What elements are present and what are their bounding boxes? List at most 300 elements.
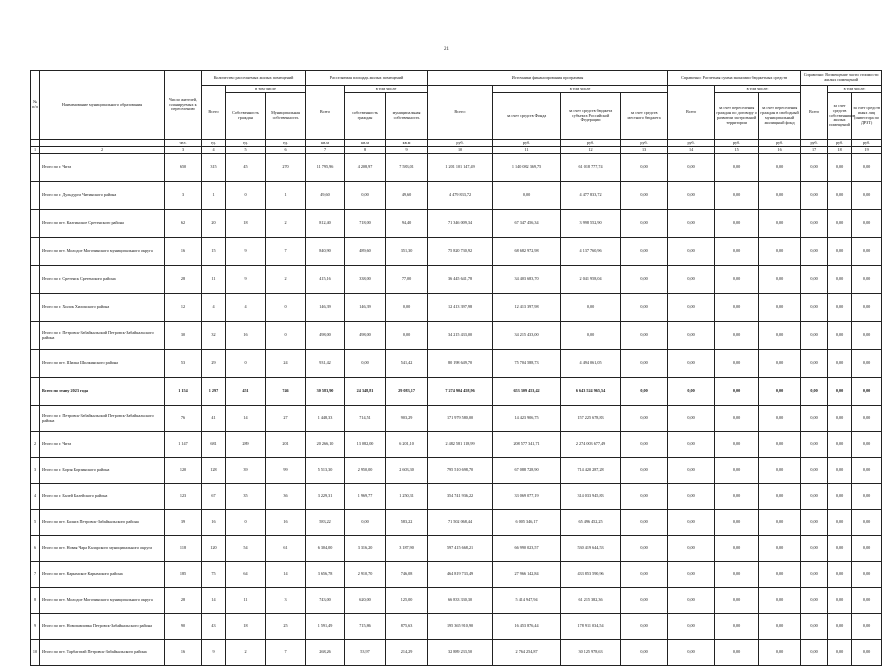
value-cell: 14	[226, 406, 266, 432]
value-cell: 0,00	[715, 182, 759, 210]
value-cell: 4 479 833,72	[428, 182, 493, 210]
value-cell: 16	[266, 510, 306, 536]
header-cost-incl: в том числе:	[828, 86, 882, 93]
row-number-cell	[31, 210, 40, 238]
value-cell: 9	[202, 640, 226, 666]
municipality-name-cell: Итого по пгт. Баляга Петровск-Забайкальского района	[40, 510, 165, 536]
table-row	[31, 154, 882, 182]
unit-cell: руб.	[715, 140, 759, 147]
value-cell: 0,00	[621, 210, 668, 238]
value-cell: 16	[202, 510, 226, 536]
value-cell: 0,00	[715, 640, 759, 666]
value-cell: 2 041 958,04	[561, 266, 621, 294]
value-cell: 75 820 730,92	[428, 238, 493, 266]
header-municipal: Муниципальная собственность	[266, 93, 306, 140]
value-cell: 0,00	[621, 378, 668, 406]
value-cell: 0,00	[386, 294, 428, 322]
value-cell: 30	[165, 322, 202, 350]
value-cell: 0,00	[801, 562, 828, 588]
value-cell: 0,00	[852, 266, 882, 294]
value-cell: 0,00	[852, 210, 882, 238]
unit-cell: руб.	[428, 140, 493, 147]
table-row	[31, 182, 882, 210]
row-number-cell: 2	[31, 432, 40, 458]
value-cell: 0	[226, 350, 266, 378]
total-row	[31, 378, 882, 406]
value-cell: 433 853 590,96	[561, 562, 621, 588]
municipality-name-cell: Итого по пгт. Новопавловка Петровск-Забайкальского района	[40, 614, 165, 640]
row-number-cell: 9	[31, 614, 40, 640]
value-cell: 0,00	[715, 406, 759, 432]
value-cell: 2	[226, 640, 266, 666]
value-cell: 0,00	[668, 614, 715, 640]
value-cell: 875,63	[386, 614, 428, 640]
value-cell: 71 346 009,34	[428, 210, 493, 238]
value-cell: 128	[202, 458, 226, 484]
value-cell: 1 591,49	[306, 614, 345, 640]
value-cell: 314 033 945,83	[561, 484, 621, 510]
value-cell: 0,00	[852, 378, 882, 406]
value-cell: 0,00	[668, 154, 715, 182]
value-cell: 0,00	[715, 238, 759, 266]
value-cell: 0,00	[759, 588, 801, 614]
header-no: № п/п	[31, 71, 40, 140]
value-cell: 4	[202, 294, 226, 322]
value-cell: 530 419 644,53	[561, 536, 621, 562]
value-cell: 0,00	[828, 378, 852, 406]
value-cell: 27	[266, 406, 306, 432]
value-cell: 0,00	[668, 562, 715, 588]
value-cell: 5 513,30	[306, 458, 345, 484]
value-cell: 4 208,97	[345, 154, 386, 182]
row-number-cell: 7	[31, 562, 40, 588]
header-funding-group: Источники финансирования программы	[428, 71, 668, 86]
value-cell: 25	[266, 614, 306, 640]
value-cell: 0,00	[852, 154, 882, 182]
value-cell: 18	[226, 614, 266, 640]
value-cell: 0,00	[621, 350, 668, 378]
header-savings-total: Всего	[668, 86, 715, 140]
column-number-cell: 1	[31, 147, 40, 154]
value-cell: 0,00	[759, 640, 801, 666]
unit-cell: ед.	[202, 140, 226, 147]
value-cell: 0,00	[852, 432, 882, 458]
value-cell: 0,00	[668, 588, 715, 614]
value-cell: 0,00	[621, 154, 668, 182]
header-area-municipal: муниципальная собственность	[386, 93, 428, 140]
table-row	[31, 350, 882, 378]
value-cell: 0,00	[386, 322, 428, 350]
value-cell: 6 201,10	[386, 432, 428, 458]
municipality-name-cell: Итого по г. Балей Балейского района	[40, 484, 165, 510]
value-cell: 185	[165, 562, 202, 588]
value-cell: 0,00	[828, 238, 852, 266]
value-cell: 583,22	[306, 510, 345, 536]
value-cell: 0,00	[828, 588, 852, 614]
value-cell: 0,00	[801, 210, 828, 238]
value-cell: 746,08	[386, 562, 428, 588]
value-cell: 0,00	[621, 238, 668, 266]
value-cell: 0,00	[759, 510, 801, 536]
value-cell: 0,00	[801, 510, 828, 536]
value-cell: 0,00	[828, 406, 852, 432]
row-number-cell: 5	[31, 510, 40, 536]
municipality-name-cell: Итого по пгт. Новая Чара Каларского муниципального округа	[40, 536, 165, 562]
row-number-cell	[31, 406, 40, 432]
value-cell: 120	[165, 458, 202, 484]
value-cell: 34 215 433,00	[428, 322, 493, 350]
value-cell: 0,00	[828, 432, 852, 458]
value-cell: 80 198 649,70	[428, 350, 493, 378]
table-row	[31, 458, 882, 484]
value-cell: 178 911 034,54	[561, 614, 621, 640]
column-number-cell: 6	[266, 147, 306, 154]
value-cell: 0,00	[801, 322, 828, 350]
value-cell: 7 274 904 458,96	[428, 378, 493, 406]
value-cell: 28	[165, 588, 202, 614]
column-numbers-row	[31, 147, 882, 154]
unit-cell-empty	[40, 140, 165, 147]
value-cell: 0	[226, 182, 266, 210]
municipality-name-cell: Итого по пгт. Молодое Могочинского муниципального округа	[40, 588, 165, 614]
value-cell: 746	[266, 378, 306, 406]
value-cell: 351,30	[386, 238, 428, 266]
value-cell: 7 583,01	[386, 154, 428, 182]
row-number-cell	[31, 378, 40, 406]
value-cell: 7	[266, 238, 306, 266]
value-cell: 3	[165, 182, 202, 210]
value-cell: 1 448,33	[306, 406, 345, 432]
header-savings-incl: в том числе:	[715, 86, 801, 93]
column-number-cell: 14	[668, 147, 715, 154]
value-cell: 53,97	[345, 640, 386, 666]
value-cell: 0,00	[715, 378, 759, 406]
value-cell: 0,00	[715, 588, 759, 614]
unit-cell: руб.	[493, 140, 561, 147]
value-cell: 0,00	[561, 322, 621, 350]
value-cell: 2 910,70	[345, 562, 386, 588]
value-cell: 0,00	[621, 406, 668, 432]
value-cell: 27 966 142,84	[493, 562, 561, 588]
value-cell: 0,00	[715, 458, 759, 484]
value-cell: 71 502 068,44	[428, 510, 493, 536]
units-row-group	[31, 140, 882, 147]
value-cell: 36	[266, 484, 306, 510]
value-cell: 0,00	[715, 432, 759, 458]
value-cell: 49,60	[306, 182, 345, 210]
municipality-name-cell: Итого по г. Борзя Борзинского района	[40, 458, 165, 484]
value-cell: 12	[165, 294, 202, 322]
header-premises-incl: в том числе	[226, 86, 306, 93]
value-cell: 0,00	[828, 266, 852, 294]
value-cell: 20 266,10	[306, 432, 345, 458]
header-local-budget: за счет средств местного бюджета	[621, 93, 668, 140]
value-cell: 29 083,17	[386, 378, 428, 406]
header-area-incl: в том числе	[345, 86, 428, 93]
value-cell: 171 979 580,00	[428, 406, 493, 432]
value-cell: 9	[226, 266, 266, 294]
header-private: Собственность граждан	[226, 93, 266, 140]
value-cell: 903,29	[386, 406, 428, 432]
value-cell: 16	[226, 322, 266, 350]
value-cell: 30 125 978,63	[561, 640, 621, 666]
value-cell: 0,00	[759, 536, 801, 562]
value-cell: 16	[165, 238, 202, 266]
municipality-name-cell: Итого по пгт. Карымское Карымского района	[40, 562, 165, 588]
value-cell: 66 990 023,57	[493, 536, 561, 562]
value-cell: 18	[226, 210, 266, 238]
value-cell: 0,00	[759, 406, 801, 432]
column-number-cell: 2	[40, 147, 165, 154]
value-cell: 49,60	[386, 182, 428, 210]
column-number-cell: 7	[306, 147, 345, 154]
value-cell: 3 187,90	[386, 536, 428, 562]
column-number-cell: 11	[493, 147, 561, 154]
table-row	[31, 536, 882, 562]
header-premises-total: Всего	[202, 86, 226, 140]
value-cell: 0,00	[668, 210, 715, 238]
value-cell: 4 137 760,96	[561, 238, 621, 266]
value-cell: 795 510 698,70	[428, 458, 493, 484]
value-cell: 2 482 581 118,99	[428, 432, 493, 458]
page-number: 21	[444, 47, 449, 52]
header-municipality: Наименование муниципального образования	[40, 71, 165, 140]
value-cell: 840,90	[306, 238, 345, 266]
value-cell: 0,00	[852, 614, 882, 640]
value-cell: 0,00	[668, 510, 715, 536]
column-number-cell: 13	[621, 147, 668, 154]
value-cell: 0,00	[668, 458, 715, 484]
header-area-group: Расселяемая площадь жилых помещений	[306, 71, 428, 86]
value-cell: 0,00	[759, 238, 801, 266]
value-cell: 15	[202, 238, 226, 266]
unit-cell: кв.м	[386, 140, 428, 147]
value-cell: 0,00	[801, 432, 828, 458]
value-cell: 3 229,31	[306, 484, 345, 510]
value-cell: 1 297	[202, 378, 226, 406]
header-other-funds: за счет средств иных лиц (инвестора по ДРЗТ)	[852, 93, 882, 140]
value-cell: 0,00	[828, 154, 852, 182]
row-number-cell: 6	[31, 536, 40, 562]
value-cell: 541,42	[386, 350, 428, 378]
value-cell: 0,00	[801, 154, 828, 182]
value-cell: 0,00	[715, 350, 759, 378]
value-cell: 1 969,77	[345, 484, 386, 510]
value-cell: 0,00	[621, 266, 668, 294]
value-cell: 0,00	[801, 378, 828, 406]
value-cell: 0,00	[668, 294, 715, 322]
value-cell: 53	[165, 350, 202, 378]
value-cell: 289	[226, 432, 266, 458]
value-cell: 14	[266, 562, 306, 588]
column-number-cell: 4	[202, 147, 226, 154]
value-cell: 0,00	[759, 562, 801, 588]
table-row	[31, 614, 882, 640]
row-number-cell	[31, 350, 40, 378]
value-cell: 0,00	[852, 510, 882, 536]
value-cell: 338,00	[345, 266, 386, 294]
value-cell: 0,00	[828, 182, 852, 210]
value-cell: 2 764 254,87	[493, 640, 561, 666]
unit-cell: руб.	[561, 140, 621, 147]
value-cell: 1	[266, 182, 306, 210]
table-row	[31, 432, 882, 458]
value-cell: 2	[266, 210, 306, 238]
value-cell: 0,00	[828, 350, 852, 378]
unit-cell: руб.	[668, 140, 715, 147]
value-cell: 1 140 082 369,75	[493, 154, 561, 182]
value-cell: 0,00	[621, 614, 668, 640]
value-cell: 715,86	[345, 614, 386, 640]
value-cell: 0,00	[801, 182, 828, 210]
value-cell: 0,00	[621, 510, 668, 536]
value-cell: 0,00	[759, 210, 801, 238]
value-cell: 0	[266, 322, 306, 350]
value-cell: 0,00	[852, 640, 882, 666]
value-cell: 0,00	[759, 182, 801, 210]
header-premises-group: Количество расселяемых жилых помещений	[202, 71, 306, 86]
value-cell: 0,00	[715, 266, 759, 294]
value-cell: 0,00	[668, 640, 715, 666]
value-cell: 0,00	[801, 294, 828, 322]
value-cell: 65 496 452,25	[561, 510, 621, 536]
unit-cell: руб.	[621, 140, 668, 147]
value-cell: 2 274 003 677,49	[561, 432, 621, 458]
value-cell: 0,00	[759, 322, 801, 350]
value-cell: 1 201 101 147,49	[428, 154, 493, 182]
value-cell: 36 445 641,78	[428, 266, 493, 294]
value-cell: 13 082,00	[345, 432, 386, 458]
value-cell: 0,00	[852, 536, 882, 562]
value-cell: 62	[165, 210, 202, 238]
value-cell: 41	[202, 406, 226, 432]
value-cell: 4 494 061,05	[561, 350, 621, 378]
value-cell: 0,00	[801, 484, 828, 510]
value-cell: 498,00	[306, 322, 345, 350]
header-area-private: собственность граждан	[345, 93, 386, 140]
value-cell: 120	[202, 536, 226, 562]
table-row	[31, 562, 882, 588]
value-cell: 650	[165, 154, 202, 182]
value-cell: 0,00	[668, 350, 715, 378]
value-cell: 12 413 397,98	[428, 294, 493, 322]
value-cell: 43	[202, 614, 226, 640]
unit-cell-empty	[31, 140, 40, 147]
value-cell: 77,00	[386, 266, 428, 294]
value-cell: 0,00	[759, 350, 801, 378]
value-cell: 597 415 668,21	[428, 536, 493, 562]
row-number-cell	[31, 322, 40, 350]
value-cell: 0,00	[621, 322, 668, 350]
value-cell: 34 403 683,70	[493, 266, 561, 294]
value-cell: 4 477 833,72	[561, 182, 621, 210]
unit-cell: кв.м	[345, 140, 386, 147]
value-cell: 0,00	[852, 406, 882, 432]
value-cell: 2	[266, 266, 306, 294]
table-row	[31, 322, 882, 350]
value-cell: 20	[202, 210, 226, 238]
unit-cell: руб.	[852, 140, 882, 147]
value-cell: 6 005 346,17	[493, 510, 561, 536]
value-cell: 0,00	[852, 458, 882, 484]
value-cell: 14	[202, 588, 226, 614]
value-cell: 0,00	[561, 294, 621, 322]
value-cell: 61 215 382,36	[561, 588, 621, 614]
header-cost-total: Всего	[801, 86, 828, 140]
value-cell: 90	[165, 614, 202, 640]
header-people: Число жителей, планируемых к переселению	[165, 71, 202, 140]
value-cell: 1	[202, 182, 226, 210]
header-funding-total: Всего:	[428, 86, 493, 140]
value-cell: 0,00	[715, 210, 759, 238]
value-cell: 0,00	[668, 182, 715, 210]
column-number-cell: 17	[801, 147, 828, 154]
value-cell: 0,00	[621, 432, 668, 458]
value-cell: 6 304,00	[306, 536, 345, 562]
value-cell: 0,00	[621, 536, 668, 562]
value-cell: 0,00	[828, 294, 852, 322]
value-cell: 0,00	[852, 238, 882, 266]
resettlement-table	[30, 70, 882, 666]
municipality-name-cell: Итого по г. Хилок Хилокского района	[40, 294, 165, 322]
value-cell: 76	[165, 406, 202, 432]
table-row	[31, 510, 882, 536]
value-cell: 45	[226, 154, 266, 182]
value-cell: 0,00	[801, 614, 828, 640]
value-cell: 4	[226, 294, 266, 322]
value-cell: 0,00	[759, 154, 801, 182]
value-cell: 0,00	[801, 350, 828, 378]
value-cell: 24	[266, 350, 306, 378]
value-cell: 714,51	[345, 406, 386, 432]
value-cell: 5 414 947,94	[493, 588, 561, 614]
value-cell: 0	[266, 294, 306, 322]
value-cell: 214,29	[386, 640, 428, 666]
value-cell: 583,22	[386, 510, 428, 536]
value-cell: 24 348,81	[345, 378, 386, 406]
row-number-cell	[31, 154, 40, 182]
table-row	[31, 588, 882, 614]
row-number-cell: 4	[31, 484, 40, 510]
value-cell: 0,00	[759, 614, 801, 640]
value-cell: 0,00	[668, 378, 715, 406]
value-cell: 0,00	[493, 182, 561, 210]
unit-cell: ед.	[266, 140, 306, 147]
value-cell: 9	[226, 238, 266, 266]
value-cell: 67	[202, 484, 226, 510]
value-cell: 0,00	[801, 458, 828, 484]
value-cell: 0,00	[345, 182, 386, 210]
value-cell: 0,00	[852, 182, 882, 210]
row-number-cell	[31, 182, 40, 210]
municipality-name-cell: Итого по г. Петровск-Забайкальский Петровск-Забайкальского района	[40, 406, 165, 432]
value-cell: 33 069 077,19	[493, 484, 561, 510]
unit-cell: руб.	[801, 140, 828, 147]
value-cell: 3 998 552,90	[561, 210, 621, 238]
municipality-name-cell: Всего по этапу 2023 года	[40, 378, 165, 406]
value-cell: 14 423 906,75	[493, 406, 561, 432]
municipality-name-cell: Итого по г. Петровск-Забайкальский Петровск-Забайкальского района	[40, 322, 165, 350]
header-reference-savings: Справочно: Расчетная сумма экономии бюджетных средств	[668, 71, 801, 86]
column-number-cell: 12	[561, 147, 621, 154]
value-cell: 498,00	[345, 322, 386, 350]
value-cell: 0,00	[828, 536, 852, 562]
value-cell: 718,00	[345, 210, 386, 238]
value-cell: 0,00	[801, 406, 828, 432]
unit-cell: чел.	[165, 140, 202, 147]
value-cell: 0,00	[801, 588, 828, 614]
value-cell: 64	[226, 562, 266, 588]
